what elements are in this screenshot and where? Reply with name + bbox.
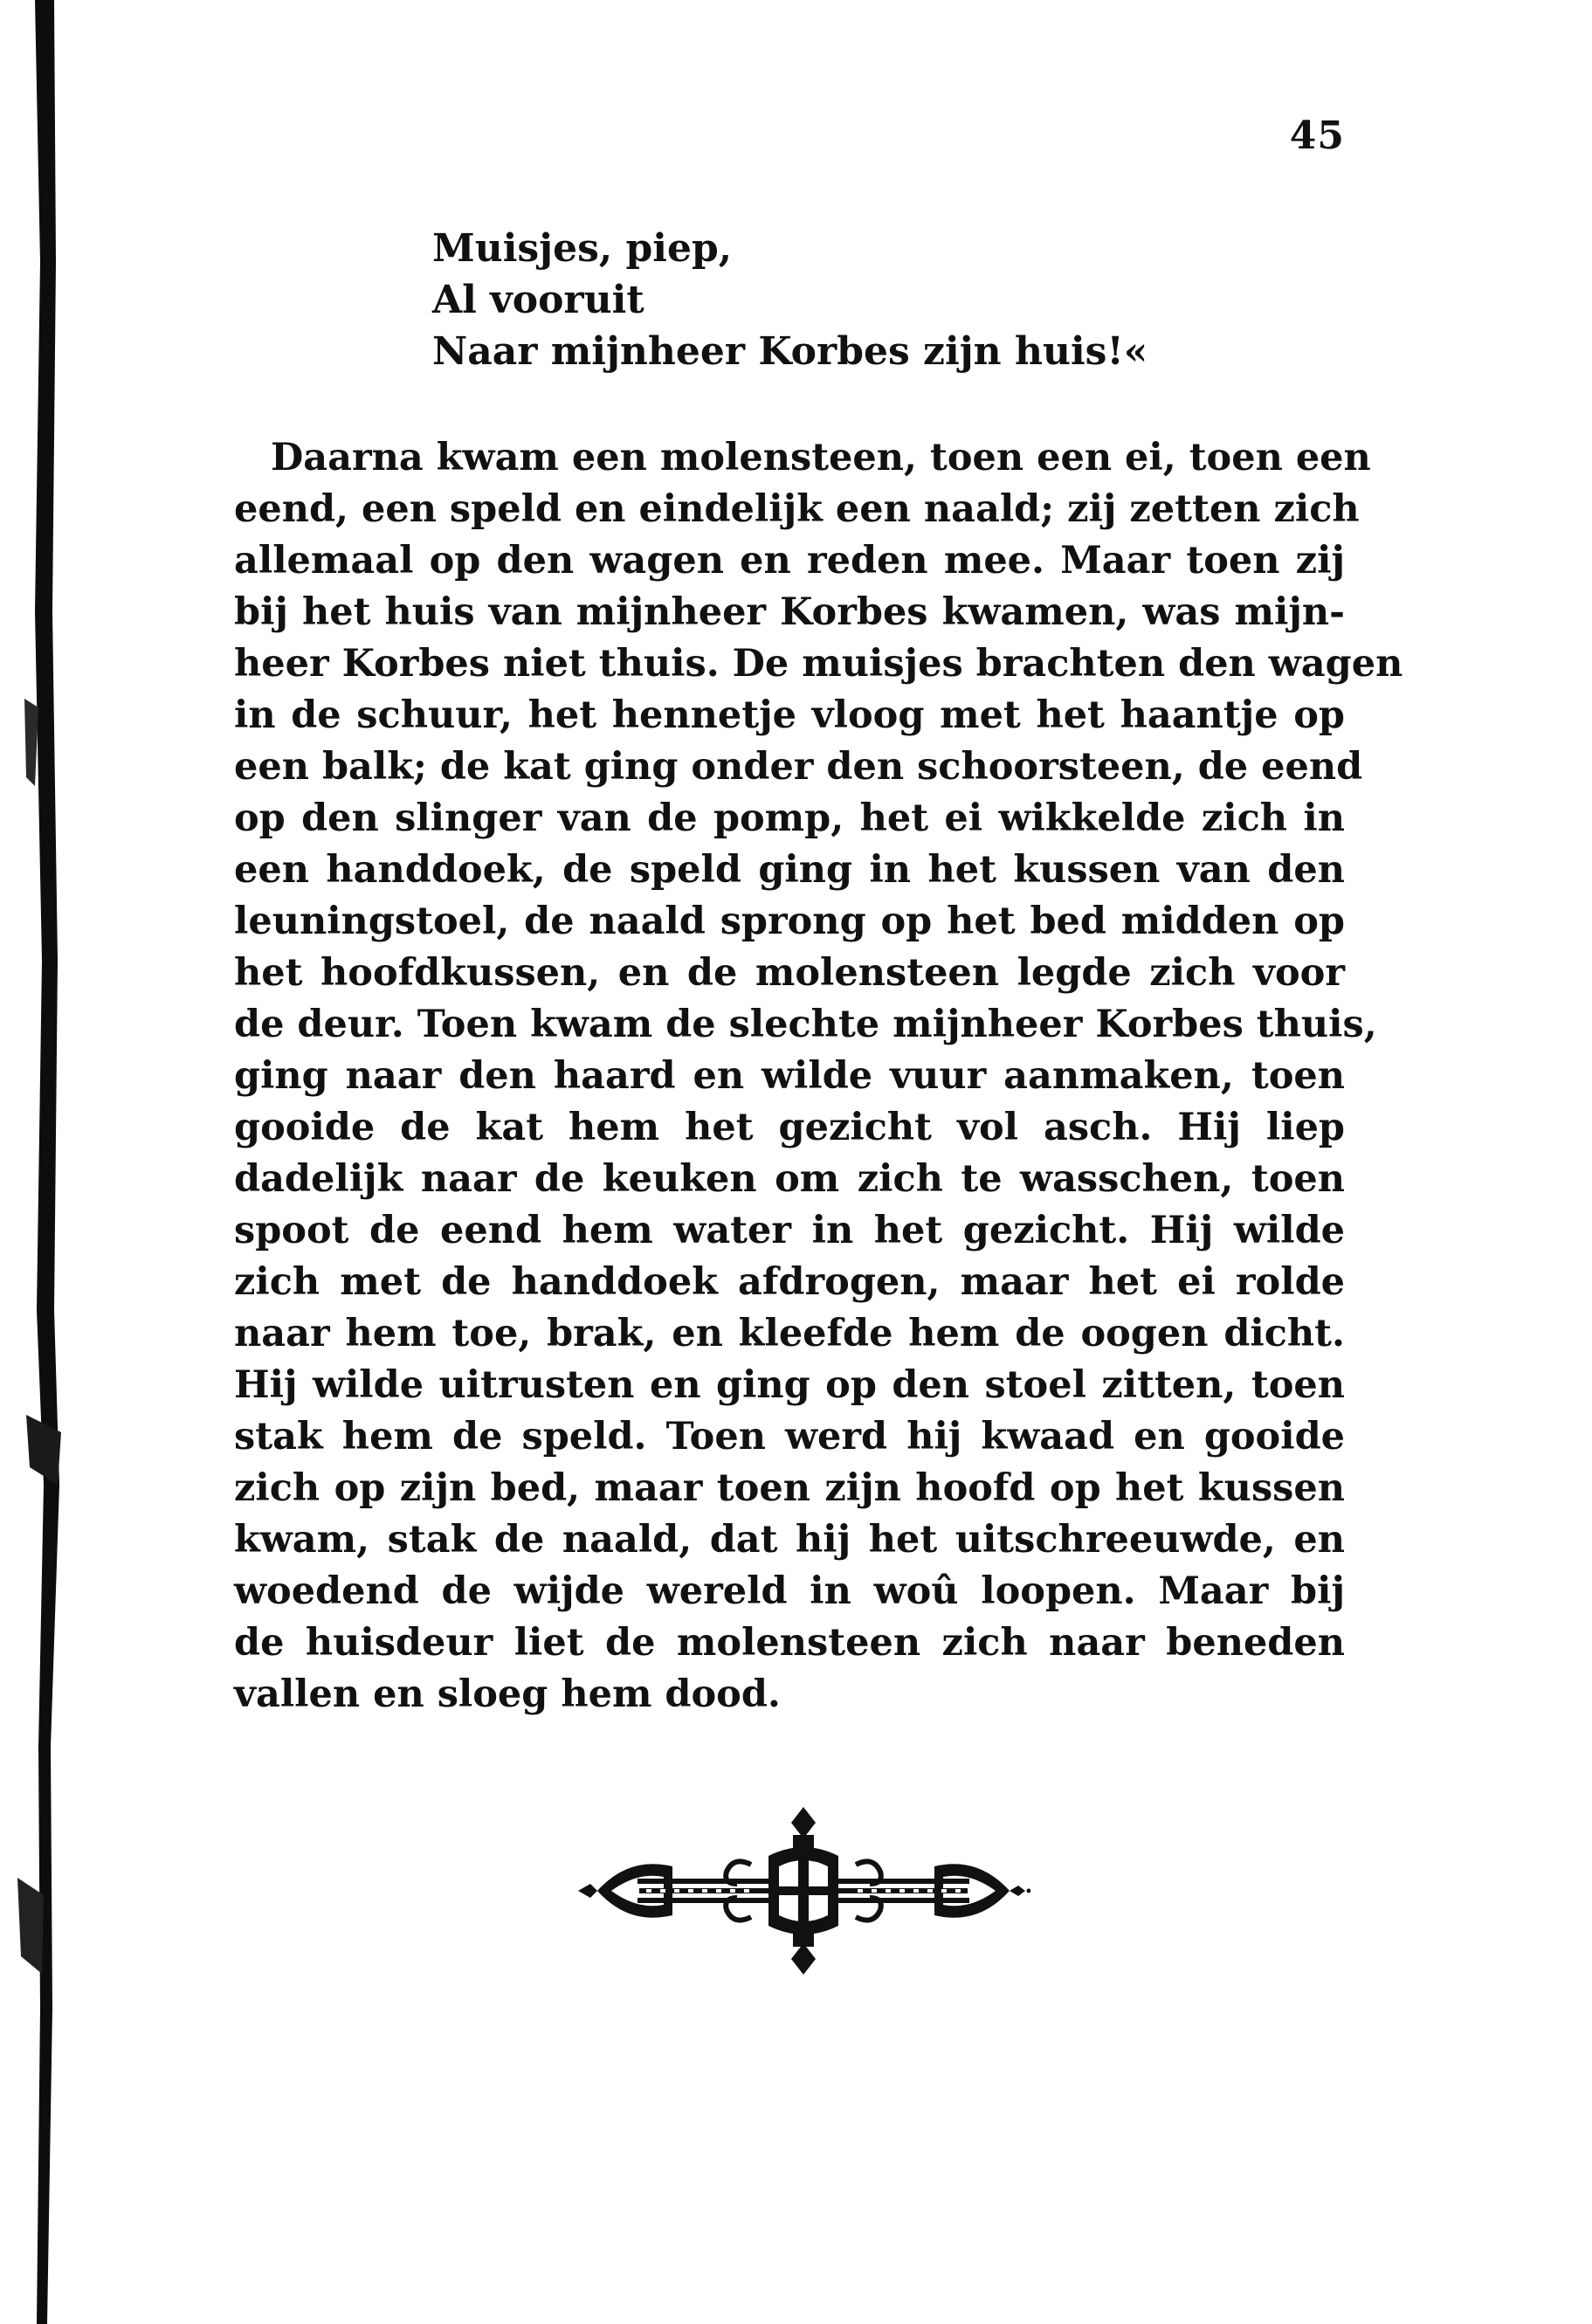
text-line: een balk; de kat ging onder den schoorsteen, de eend <box>234 745 1363 789</box>
text-line: zich op zijn bed, maar toen zijn hoofd op het kussen <box>234 1466 1345 1510</box>
page-number: 45 <box>1289 114 1345 158</box>
text-line: stak hem de speld. Toen werd hij kwaad en gooide <box>234 1415 1345 1459</box>
text-line: leuningstoel, de naald sprong op het bed midden op <box>234 900 1345 943</box>
text-line: zich met de handdoek afdrogen, maar het ei rolde <box>234 1260 1345 1304</box>
text-line: bij het huis van mijnheer Korbes kwamen, was mijn- <box>234 590 1345 634</box>
text-line: kwam, stak de naald, dat hij het uitschreeuwde, en <box>234 1518 1345 1562</box>
body-paragraph <box>234 432 1403 1721</box>
text-line: naar hem toe, brak, en kleefde hem de oogen dicht. <box>234 1312 1345 1355</box>
text-line: woedend de wijde wereld in woû loopen. Maar bij <box>234 1569 1345 1613</box>
text-line: gooide de kat hem het gezicht vol asch. Hij liep <box>234 1106 1345 1149</box>
text-line: eend, een speld en eindelijk een naald; zij zetten zich <box>234 487 1360 531</box>
text-line: de deur. Toen kwam de slechte mijnheer Korbes thuis, <box>234 1003 1377 1046</box>
text-line: dadelijk naar de keuken om zich te wasschen, toen <box>234 1157 1345 1201</box>
book-binding-edge <box>0 0 79 2324</box>
text-line: in de schuur, het hennetje vloog met het haantje op <box>234 693 1345 737</box>
text-line: op den slinger van de pomp, het ei wikkelde zich in <box>234 797 1345 840</box>
text-line: ging naar den haard en wilde vuur aanmaken, toen <box>234 1054 1345 1098</box>
verse-line: Al vooruit <box>432 278 644 322</box>
text-line: vallen en sloeg hem dood. <box>234 1672 781 1716</box>
verse-block <box>432 223 1147 377</box>
text-line: spoot de eend hem water in het gezicht. Hij wilde <box>234 1209 1345 1252</box>
text-line: het hoofdkussen, en de molensteen legde zich voor <box>234 951 1345 995</box>
text-line: heer Korbes niet thuis. De muisjes brachten den wagen <box>234 642 1403 686</box>
text-line: Hij wilde uitrusten en ging op den stoel zitten, toen <box>234 1363 1345 1407</box>
text-line: een handdoek, de speld ging in het kussen van den <box>234 848 1345 892</box>
text-line: de huisdeur liet de molensteen zich naar beneden <box>234 1621 1345 1665</box>
text-line: Daarna kwam een molensteen, toen een ei, toen een <box>271 436 1371 479</box>
verse-line: Naar mijnheer Korbes zijn huis!« <box>432 329 1148 374</box>
verse-line: Muisjes, piep, <box>432 226 733 271</box>
decorative-ornament-icon <box>576 1803 1030 1978</box>
text-line: allemaal op den wagen en reden mee. Maar toen zij <box>234 539 1345 583</box>
